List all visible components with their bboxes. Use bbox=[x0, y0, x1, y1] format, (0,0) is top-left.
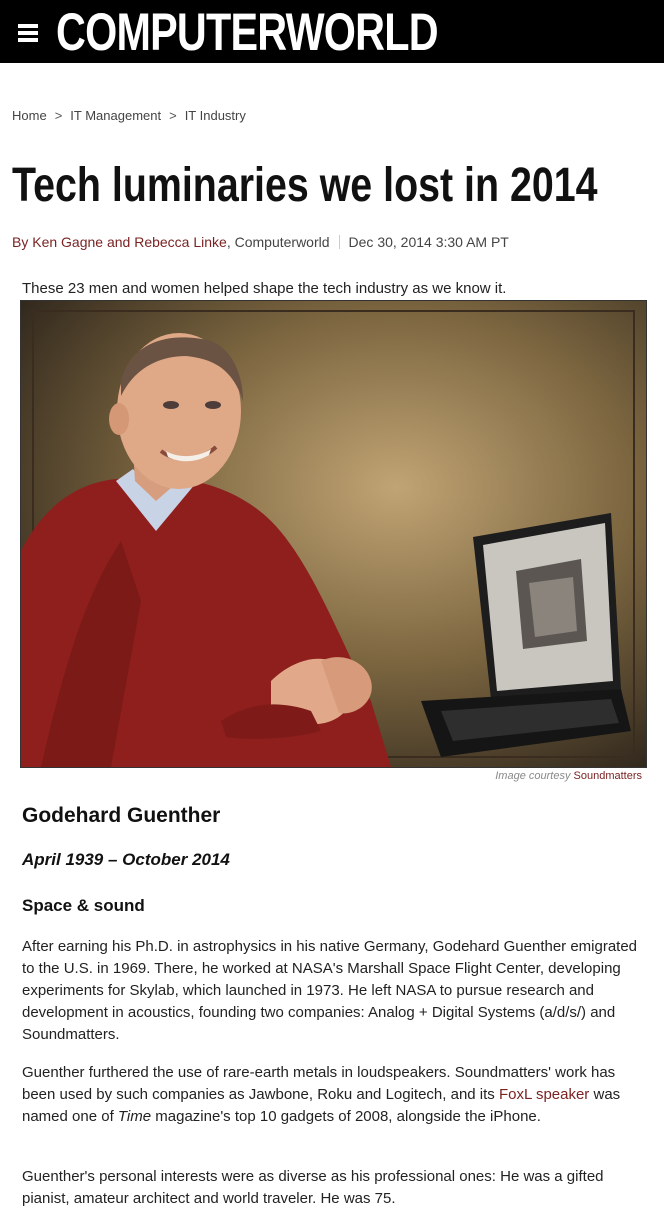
image-caption bbox=[495, 770, 642, 782]
caption-text: Image courtesy bbox=[495, 770, 574, 782]
article-summary: These 23 men and women helped shape the tech industry as we know it. bbox=[22, 280, 507, 297]
byline-divider bbox=[339, 235, 340, 249]
breadcrumb-home[interactable]: Home bbox=[12, 108, 47, 123]
paragraph-2-text-end: magazine's top 10 gadgets of 2008, alongside the iPhone. bbox=[151, 1108, 541, 1125]
portrait-illustration bbox=[21, 301, 646, 767]
breadcrumb bbox=[12, 108, 246, 123]
byline bbox=[12, 234, 509, 250]
article-title: Tech luminaries we lost in 2014 bbox=[12, 159, 598, 212]
byline-publication: , Computerworld bbox=[226, 234, 330, 250]
breadcrumb-separator: > bbox=[54, 108, 63, 123]
breadcrumb-it-management[interactable]: IT Management bbox=[70, 108, 162, 123]
byline-authors[interactable]: Ken Gagne and Rebecca Linke bbox=[32, 234, 227, 250]
paragraph-2-text-start: Guenther furthered the use of rare-earth metals in loudspeakers. Soundmatters' work has been used by such companies as Jawbone, Roku and Logitech, and its bbox=[22, 1064, 616, 1103]
person-lifespan: April 1939 – October 2014 bbox=[22, 850, 230, 869]
paragraph-2-text-middle: was named one of bbox=[22, 1086, 621, 1125]
hamburger-menu-icon[interactable] bbox=[18, 24, 38, 42]
article-photo bbox=[20, 300, 647, 768]
byline-date: Dec 30, 2014 3:30 AM PT bbox=[348, 234, 509, 250]
byline-prefix: By bbox=[12, 234, 29, 250]
breadcrumb-separator: > bbox=[169, 108, 177, 123]
article-paragraph-3: Guenther's personal interests were as diverse as his professional ones: He was a gifted pianist, amateur architect and world traveler. He was 75. bbox=[22, 1168, 604, 1207]
person-name: Godehard Guenther bbox=[22, 804, 221, 827]
article-paragraph-2 bbox=[22, 1062, 652, 1128]
foxl-speaker-link[interactable]: FoxL speaker bbox=[498, 1086, 590, 1103]
section-subheading: Space & sound bbox=[22, 896, 145, 915]
article-paragraph-1: After earning his Ph.D. in astrophysics in his native Germany, Godehard Guenther emigrated to the U.S. in 1969. There, he worked at NASA's Marshall Space Flight Center, developing experiments for Skylab, which launched in 1973. He left NASA to pursue research and development in acoustics, founding two companies: Analog + Digital Systems (a/d/s/) and Soundmatters. bbox=[22, 938, 638, 1043]
time-magazine-italic: Time bbox=[117, 1108, 152, 1125]
caption-link-soundmatters[interactable]: Soundmatters bbox=[573, 770, 642, 782]
site-header bbox=[0, 0, 664, 63]
breadcrumb-it-industry[interactable]: IT Industry bbox=[184, 108, 246, 123]
site-logo[interactable]: COMPUTERWORLD bbox=[56, 3, 438, 62]
